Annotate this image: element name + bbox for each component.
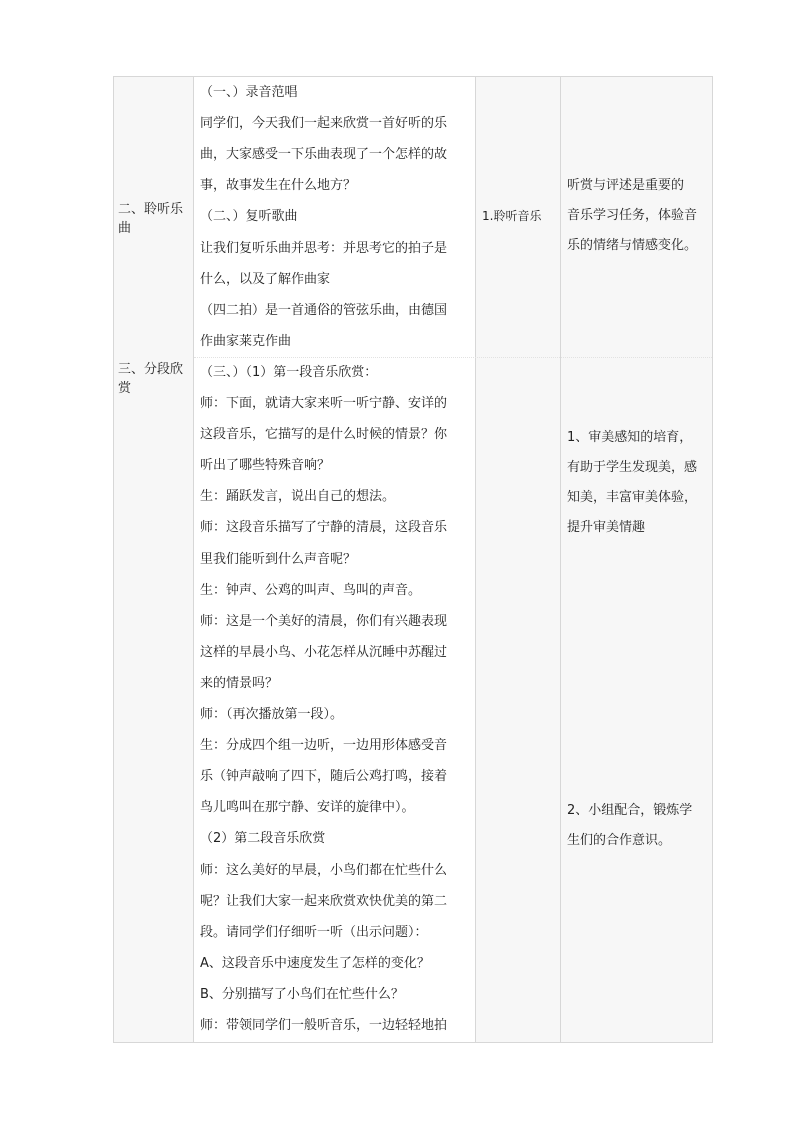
content-line: 让我们复听乐曲并思考：并思考它的拍子是 bbox=[200, 240, 448, 256]
stage-listen: 二、聆听乐曲 bbox=[118, 202, 184, 236]
row-divider bbox=[194, 357, 712, 358]
content-line: （三、）（1）第一段音乐欣赏： bbox=[200, 364, 378, 380]
content-line: 同学们，今天我们一起来欣赏一首好听的乐 bbox=[200, 116, 448, 132]
content-line: 生：钟声、公鸡的叫声、鸟叫的声音。 bbox=[200, 582, 422, 598]
activity-listen: 1.聆听音乐 bbox=[482, 209, 542, 223]
activity-column bbox=[476, 77, 561, 1042]
content-line: 事，故事发生在什么地方？ bbox=[200, 178, 357, 194]
content-line: （一、）录音范唱 bbox=[200, 85, 298, 100]
intent-b-3: 知美，丰富审美体验， bbox=[567, 490, 698, 505]
content-line: （二、）复听歌曲 bbox=[200, 209, 298, 225]
stage-segment: 三、分段欣赏 bbox=[118, 362, 184, 396]
content-line: 曲，大家感受一下乐曲表现了一个怎样的故 bbox=[200, 147, 448, 163]
content-line: 什么，以及了解作曲家 bbox=[200, 271, 331, 287]
content-line: 呢？让我们大家一起来欣赏欢快优美的第二 bbox=[200, 893, 448, 909]
content-line: 听出了哪些特殊音响？ bbox=[200, 458, 331, 474]
lesson-table bbox=[113, 76, 713, 1043]
content-line: 乐（钟声敲响了四下，随后公鸡打鸣，接着 bbox=[200, 769, 448, 785]
content-line: 作曲家莱克作曲 bbox=[200, 333, 292, 349]
intent-a-2: 音乐学习任务，体验音 bbox=[567, 208, 698, 223]
content-line: 段。请同学们仔细听一听（出示问题）： bbox=[200, 924, 428, 940]
stage-column bbox=[114, 77, 194, 1042]
content-line: 鸟儿鸣叫在那宁静、安详的旋律中）。 bbox=[200, 800, 415, 816]
content-line: 师：这么美好的早晨，小鸟们都在忙些什么 bbox=[200, 862, 448, 878]
intent-c-1: 2、小组配合，锻炼学 bbox=[567, 803, 693, 818]
content-line: 来的情景吗？ bbox=[200, 675, 279, 691]
intent-b-1: 1、审美感知的培育， bbox=[567, 430, 693, 445]
content-line: 师：这是一个美好的清晨，你们有兴趣表现 bbox=[200, 613, 448, 629]
intent-b-4: 提升审美情趣 bbox=[567, 520, 646, 535]
intent-a-1: 听赏与评述是重要的 bbox=[567, 178, 685, 193]
content-line: B、分别描写了小鸟们在忙些什么？ bbox=[200, 986, 404, 1002]
content-line: 里我们能听到什么声音呢？ bbox=[200, 551, 357, 567]
content-line: 师：这段音乐描写了宁静的清晨，这段音乐 bbox=[200, 520, 448, 536]
content-line: 这样的早晨小鸟、小花怎样从沉睡中苏醒过 bbox=[200, 644, 448, 660]
intent-b-2: 有助于学生发现美，感 bbox=[567, 460, 698, 475]
content-line: 师：带领同学们一般听音乐，一边轻轻地拍 bbox=[200, 1018, 448, 1033]
content-line: 师：（再次播放第一段）。 bbox=[200, 707, 344, 722]
content-line: （四二拍）是一首通俗的管弦乐曲，由德国 bbox=[200, 302, 448, 318]
content-line: 生：踊跃发言，说出自己的想法。 bbox=[200, 489, 396, 505]
content-line: A、这段音乐中速度发生了怎样的变化？ bbox=[200, 955, 430, 971]
content-column bbox=[194, 77, 476, 1042]
content-line: 这段音乐，它描写的是什么时候的情景？你 bbox=[200, 427, 448, 443]
intent-column bbox=[561, 77, 712, 1042]
content-line: 生：分成四个组一边听，一边用形体感受音 bbox=[200, 738, 448, 754]
intent-a-3: 乐的情绪与情感变化。 bbox=[567, 238, 698, 253]
content-line: （2）第二段音乐欣赏 bbox=[200, 831, 326, 847]
intent-c-2: 生们的合作意识。 bbox=[567, 833, 672, 848]
content-line: 师：下面，就请大家来听一听宁静、安详的 bbox=[200, 396, 448, 411]
